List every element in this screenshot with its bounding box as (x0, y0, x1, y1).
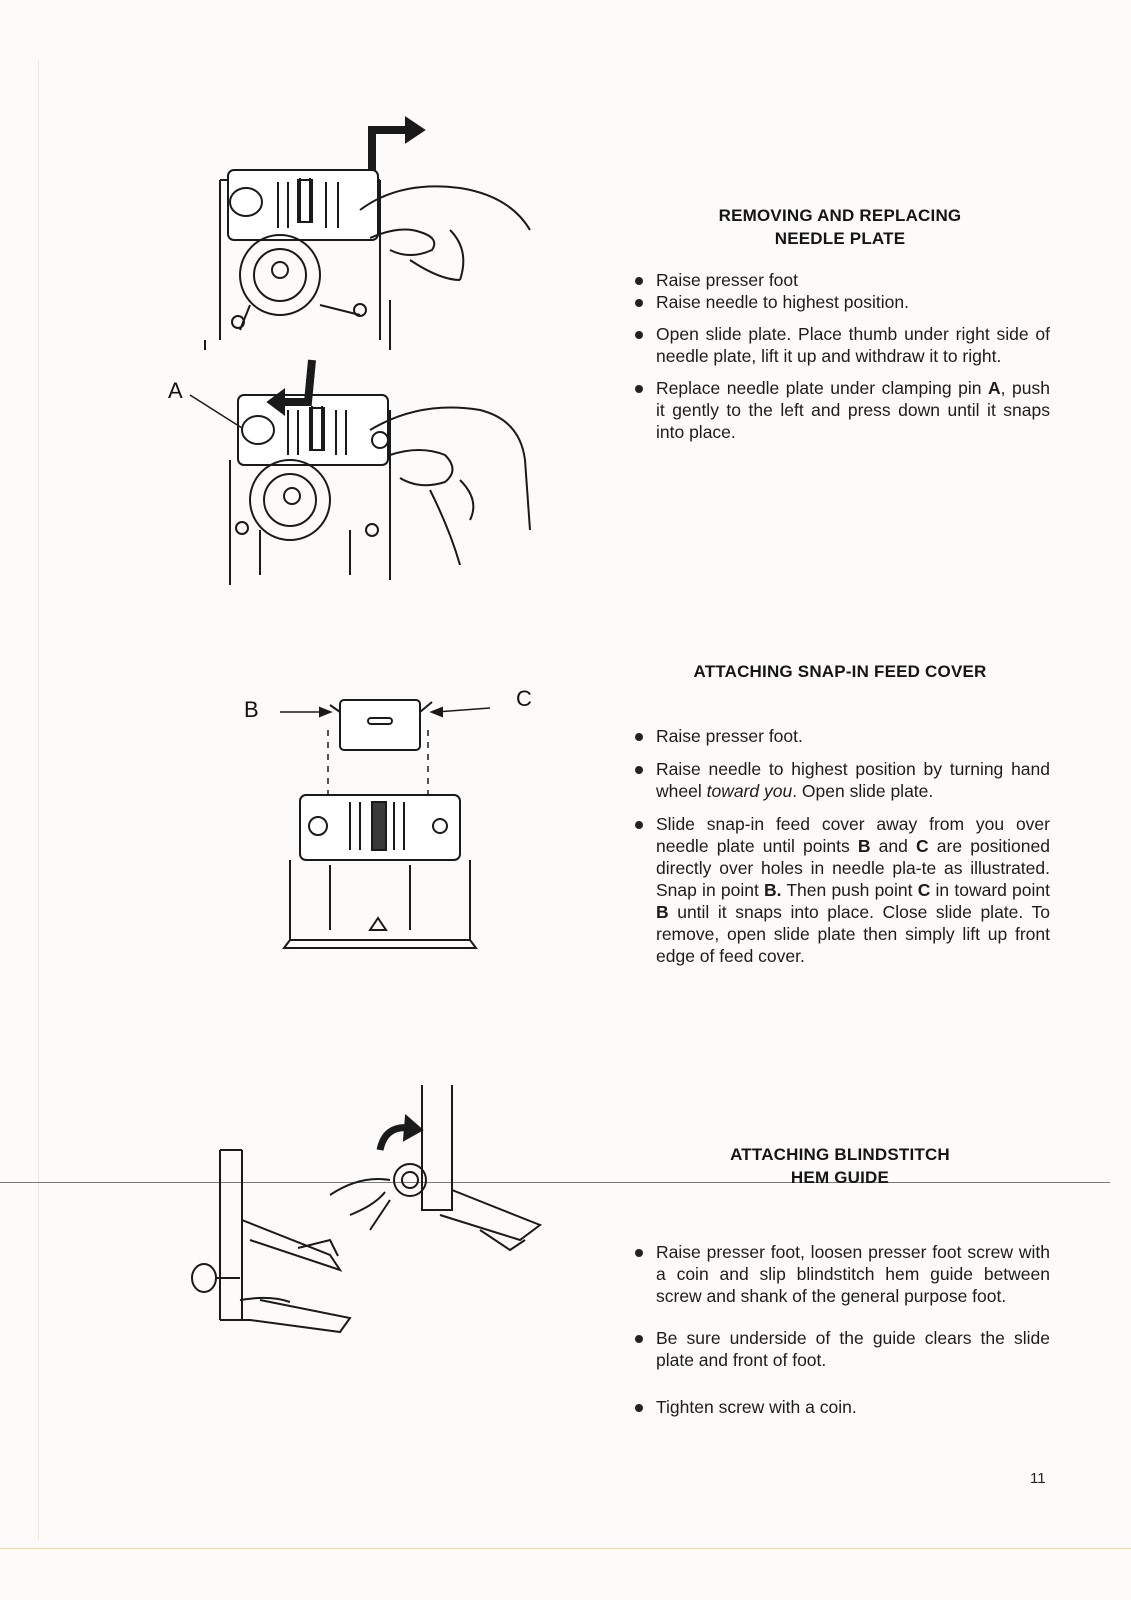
needle-plate-illustration (160, 110, 600, 590)
section-needle-plate (630, 204, 1050, 443)
section-blindstitch (630, 1143, 1050, 1418)
blindstitch-guide-illustration (180, 1080, 560, 1350)
step-item: Raise presser foot. (630, 725, 1050, 747)
feed-cover-illustration (260, 690, 510, 960)
step-item: Slide snap-in feed cover away from you over needle plate until points B and C are positioned directly over holes in needle pla-te as illustrated. Snap in point B. Then push point C in toward point B until it snaps into place. Close slide plate. To remove, open slide plate then simply lift up front edge of feed cover. (630, 813, 1050, 967)
left-edge-line (38, 60, 39, 1540)
label-a: A (168, 378, 183, 403)
steps-list (630, 269, 1050, 443)
step-item: Open slide plate. Place thumb under right side of needle plate, lift it up and withdraw it to right. (630, 323, 1050, 367)
section-heading: ATTACHING SNAP-IN FEED COVER (693, 662, 987, 681)
step-item: Tighten screw with a coin. (630, 1396, 1050, 1418)
label-c: C (516, 686, 532, 711)
section-heading: ATTACHING BLINDSTITCH HEM GUIDE (730, 1145, 950, 1187)
step-item: Raise presser foot, loosen presser foot screw with a coin and slip blindstitch hem guide between screw and shank of the general purpose foot. (630, 1241, 1050, 1307)
step-item: Raise needle to highest position. (630, 291, 1050, 313)
bottom-fold-line (0, 1548, 1131, 1549)
page-number: 11 (1030, 1470, 1046, 1487)
step-item: Raise needle to highest position by turning hand wheel toward you. Open slide plate. (630, 758, 1050, 802)
label-b: B (244, 697, 259, 722)
section-heading: REMOVING AND REPLACING NEEDLE PLATE (718, 206, 962, 248)
step-item: Replace needle plate under clamping pin A, push it gently to the left and press down until it snaps into place. (630, 377, 1050, 443)
step-item: Raise presser foot (630, 269, 1050, 291)
section-feed-cover (630, 660, 1050, 967)
steps-list (630, 725, 1050, 967)
steps-list (630, 1241, 1050, 1418)
step-item: Be sure underside of the guide clears the slide plate and front of foot. (630, 1327, 1050, 1371)
